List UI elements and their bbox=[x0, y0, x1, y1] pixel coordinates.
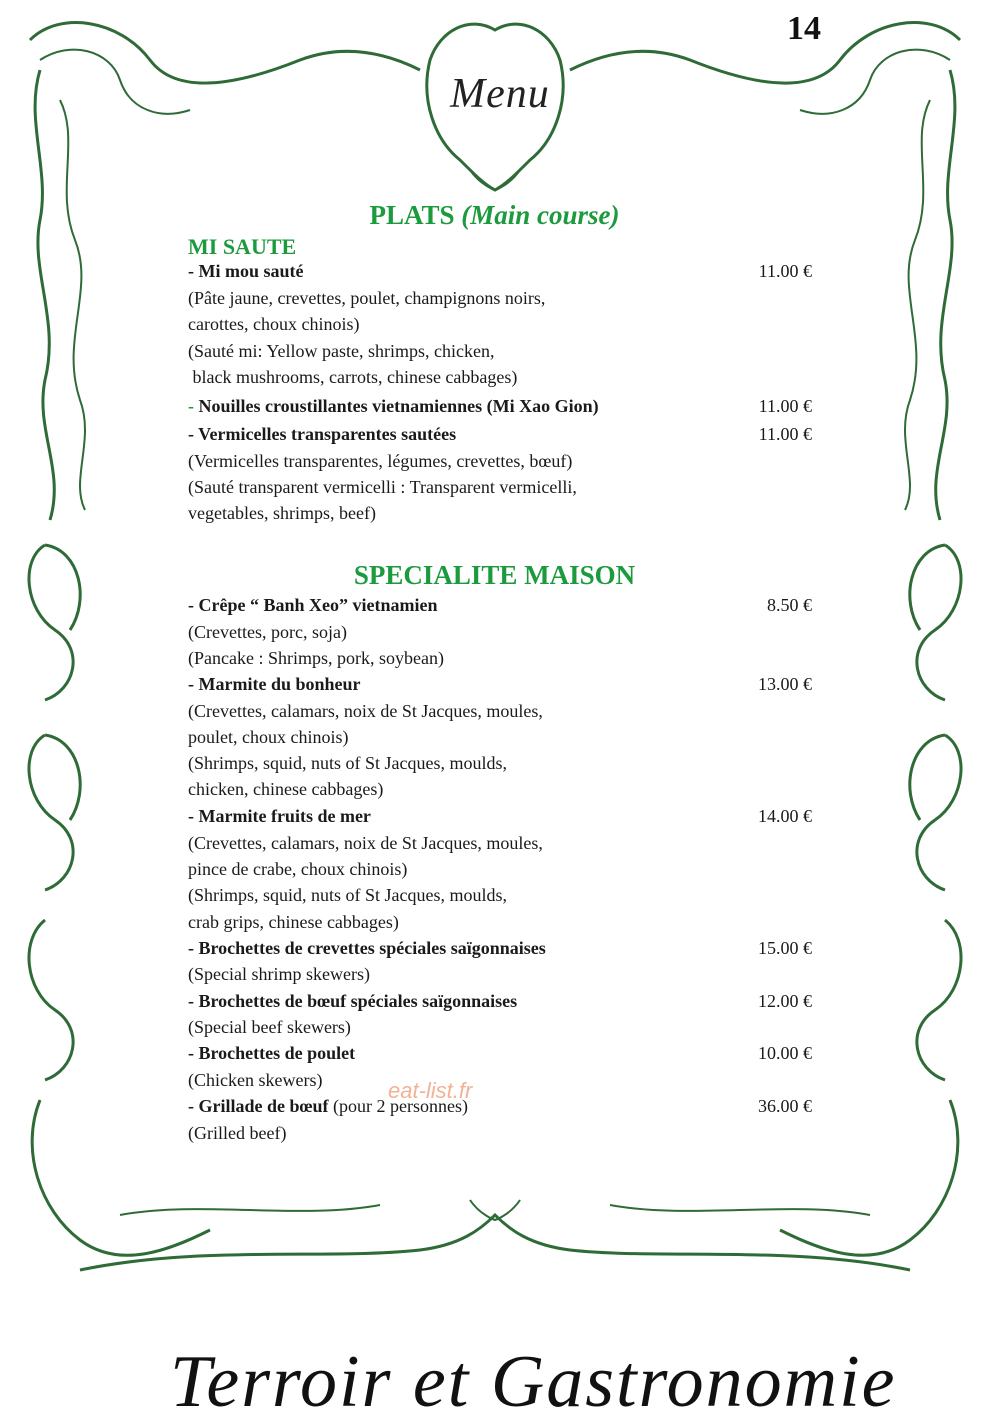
item-price-mi-mou: 11.00 € bbox=[758, 261, 812, 281]
plats-subtitle: (Main course) bbox=[461, 200, 620, 230]
item-price-vermicelles: 11.00 € bbox=[758, 424, 812, 444]
item-price-nouilles: 11.00 € bbox=[758, 396, 812, 416]
item-price-marmite-fruits: 14.00 € bbox=[758, 806, 812, 826]
item-name-nouilles bbox=[188, 396, 599, 417]
item-desc-line: pince de crabe, choux chinois) bbox=[188, 859, 408, 879]
item-price-crepe: 8.50 € bbox=[767, 595, 812, 615]
item-desc-line: (Shrimps, squid, nuts of St Jacques, moulds, bbox=[188, 753, 508, 773]
item-name-crepe: - Crêpe “ Banh Xeo” vietnamien bbox=[188, 595, 438, 615]
page-number: 14 bbox=[787, 10, 821, 47]
item-desc-line: (Grilled beef) bbox=[188, 1123, 287, 1143]
item-desc-line: crab grips, chinese cabbages) bbox=[188, 912, 399, 932]
item-desc-line: vegetables, shrimps, beef) bbox=[188, 503, 376, 523]
item-desc-line: (Vermicelles transparentes, légumes, crevettes, bœuf) bbox=[188, 451, 573, 471]
item-desc-line: (Pâte jaune, crevettes, poulet, champignons noirs, bbox=[188, 288, 546, 308]
item-desc-line: (Crevettes, porc, soja) bbox=[188, 622, 347, 642]
item-desc-line: (Crevettes, calamars, noix de St Jacques, moules, bbox=[188, 701, 543, 721]
item-desc-line: (Sauté transparent vermicelli : Transparent vermicelli, bbox=[188, 477, 577, 497]
item-name-brochettes-boeuf: - Brochettes de bœuf spéciales saïgonnaises bbox=[188, 991, 518, 1011]
item-desc-line: (Special shrimp skewers) bbox=[188, 964, 370, 984]
item-grillade-extra: (pour 2 personnes) bbox=[328, 1096, 468, 1116]
item-name-brochettes-crevettes: - Brochettes de crevettes spéciales saïgonnaises bbox=[188, 938, 546, 958]
item-desc-line: (Pancake : Shrimps, pork, soybean) bbox=[188, 648, 444, 668]
item-price-brochettes-crevettes: 15.00 € bbox=[758, 938, 812, 958]
item-price-brochettes-boeuf: 12.00 € bbox=[758, 991, 812, 1011]
item-desc-line: poulet, choux chinois) bbox=[188, 727, 349, 747]
item-desc-line: chicken, chinese cabbages) bbox=[188, 779, 384, 799]
section-title-plats bbox=[0, 200, 989, 231]
item-price-marmite-bonheur: 13.00 € bbox=[758, 674, 812, 694]
item-desc-line: (Shrimps, squid, nuts of St Jacques, moulds, bbox=[188, 885, 508, 905]
item-desc-line: (Sauté mi: Yellow paste, shrimps, chicken, bbox=[188, 341, 495, 361]
item-desc-line: black mushrooms, carrots, chinese cabbages) bbox=[188, 367, 518, 387]
item-name-vermicelles: - Vermicelles transparentes sautées bbox=[188, 424, 457, 444]
watermark: eat-list.fr bbox=[388, 1078, 473, 1103]
item-name-mi-mou: - Mi mou sauté bbox=[188, 261, 304, 281]
item-name-brochettes-poulet: - Brochettes de poulet bbox=[188, 1043, 356, 1063]
item-name-nouilles-text: Nouilles croustillantes vietnamiennes (Mi Xao Gion) bbox=[198, 396, 599, 416]
item-desc-line: (Chicken skewers) bbox=[188, 1070, 323, 1090]
item-name-marmite-fruits: - Marmite fruits de mer bbox=[188, 806, 371, 826]
item-desc-line: (Crevettes, calamars, noix de St Jacques, moules, bbox=[188, 833, 543, 853]
menu-cartouche-title: Menu bbox=[450, 71, 550, 117]
item-name-marmite-bonheur: - Marmite du bonheur bbox=[188, 674, 361, 694]
item-price-brochettes-poulet: 10.00 € bbox=[758, 1043, 812, 1063]
footer-script-title: Terroir et Gastronomie bbox=[170, 1341, 897, 1423]
item-desc-line: carottes, choux chinois) bbox=[188, 314, 360, 334]
plats-title: PLATS bbox=[369, 200, 455, 230]
item-desc-line: (Special beef skewers) bbox=[188, 1017, 351, 1037]
green-dash: - bbox=[188, 396, 199, 416]
item-name-grillade-text: - Grillade de bœuf bbox=[188, 1096, 329, 1116]
item-price-grillade: 36.00 € bbox=[758, 1096, 812, 1116]
section-title-specialite: SPECIALITE MAISON bbox=[353, 560, 636, 590]
subheading-mi-saute: MI SAUTE bbox=[188, 234, 297, 259]
